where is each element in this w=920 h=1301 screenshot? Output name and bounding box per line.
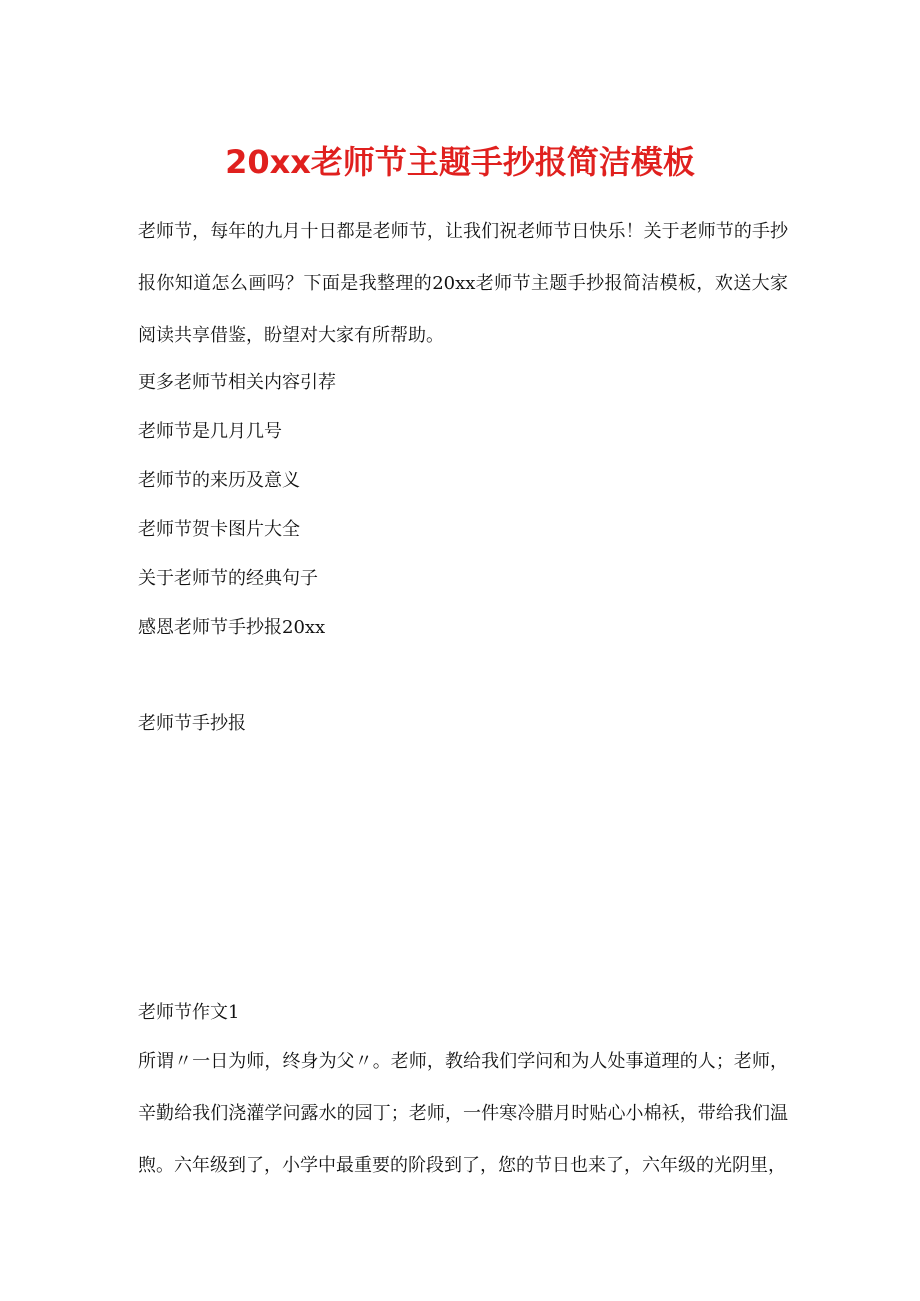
related-links-list	[138, 358, 788, 652]
related-link-item[interactable]: 关于老师节的经典句子	[138, 568, 318, 589]
essay-heading: 老师节作文1	[138, 1002, 240, 1023]
related-link-item[interactable]: 感恩老师节手抄报20xx	[138, 617, 326, 638]
related-link-item[interactable]: 老师节贺卡图片大全	[138, 519, 300, 540]
document-title: 20xx老师节主题手抄报简洁模板	[225, 143, 695, 181]
related-link-item[interactable]: 老师节的来历及意义	[138, 470, 300, 491]
section-heading: 老师节手抄报	[138, 713, 246, 734]
related-heading: 更多老师节相关内容引荐	[138, 372, 336, 393]
intro-paragraph: 老师节，每年的九月十日都是老师节，让我们祝老师节日快乐！关于老师节的手抄报你知道怎么画吗？下面是我整理的20xx老师节主题手抄报简洁模板，欢送大家阅读共享借鉴，盼望对大家有所帮助。	[138, 221, 788, 346]
related-link-item[interactable]: 老师节是几月几号	[138, 421, 282, 442]
essay-paragraph: 所谓〃一日为师，终身为父〃。老师，教给我们学问和为人处事道理的人；老师，辛勤给我们浇灌学问露水的园丁；老师，一件寒冷腊月时贴心小棉袄，带给我们温煦。六年级到了，小学中最重要的阶段到了，您的节日也来了，六年级的光阴里，	[138, 1051, 788, 1176]
